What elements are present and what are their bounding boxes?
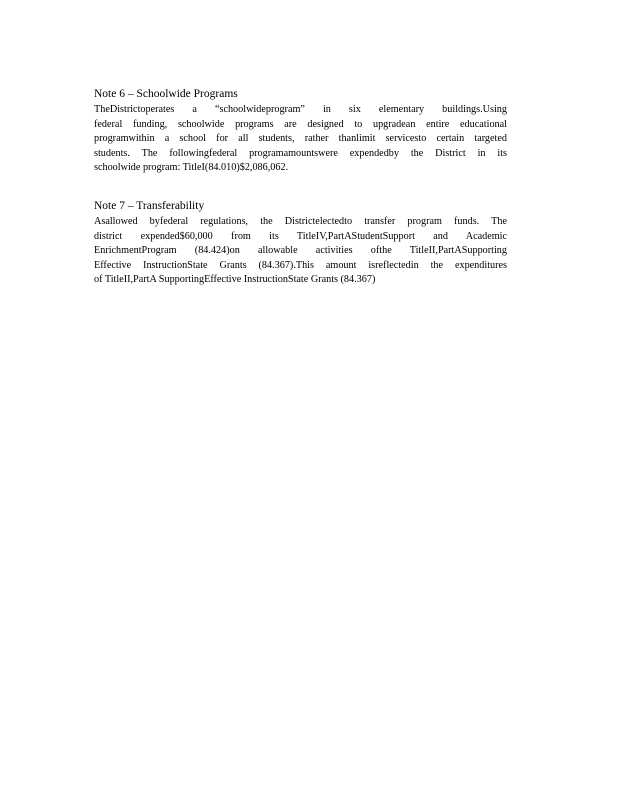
note-6-line-4: students. The followingfederal programamountswere expendedby the District in its [94,147,507,159]
note-7-line-1: Asallowed byfederal regulations, the Districtelectedto transfer program funds. The [94,216,507,227]
note-6-line-3: programwithin a school for all students, rather thanlimit servicesto certain targeted [94,133,507,145]
note-6-title: Note 6 – Schoolwide Programs [94,88,238,100]
note-7-section [94,199,507,288]
note-6-line-2: federal funding, schoolwide programs are designed to upgradean entire educational [94,118,507,130]
note-7-line-2: district expended$60,000 from its TitleIV,PartAStudentSupport and Academic [94,230,507,242]
note-6-line-1: TheDistrictoperates a “schoolwideprogram” in six elementary buildings.Using [94,104,507,115]
note-7-line-3: EnrichmentProgram (84.424)on allowable activities ofthe TitleII,PartASupporting [94,245,507,257]
note-7-line-4: Effective InstructionState Grants (84.367).This amount isreflectedin the expenditures [94,259,507,271]
note-7-line-5: of TitleII,PartA SupportingEffective InstructionState Grants (84.367) [94,274,376,286]
note-6-line-5: schoolwide program: TitleI(84.010)$2,086,062. [94,162,289,174]
note-6-section [94,87,507,176]
note-7-title: Note 7 – Transferability [94,200,205,212]
